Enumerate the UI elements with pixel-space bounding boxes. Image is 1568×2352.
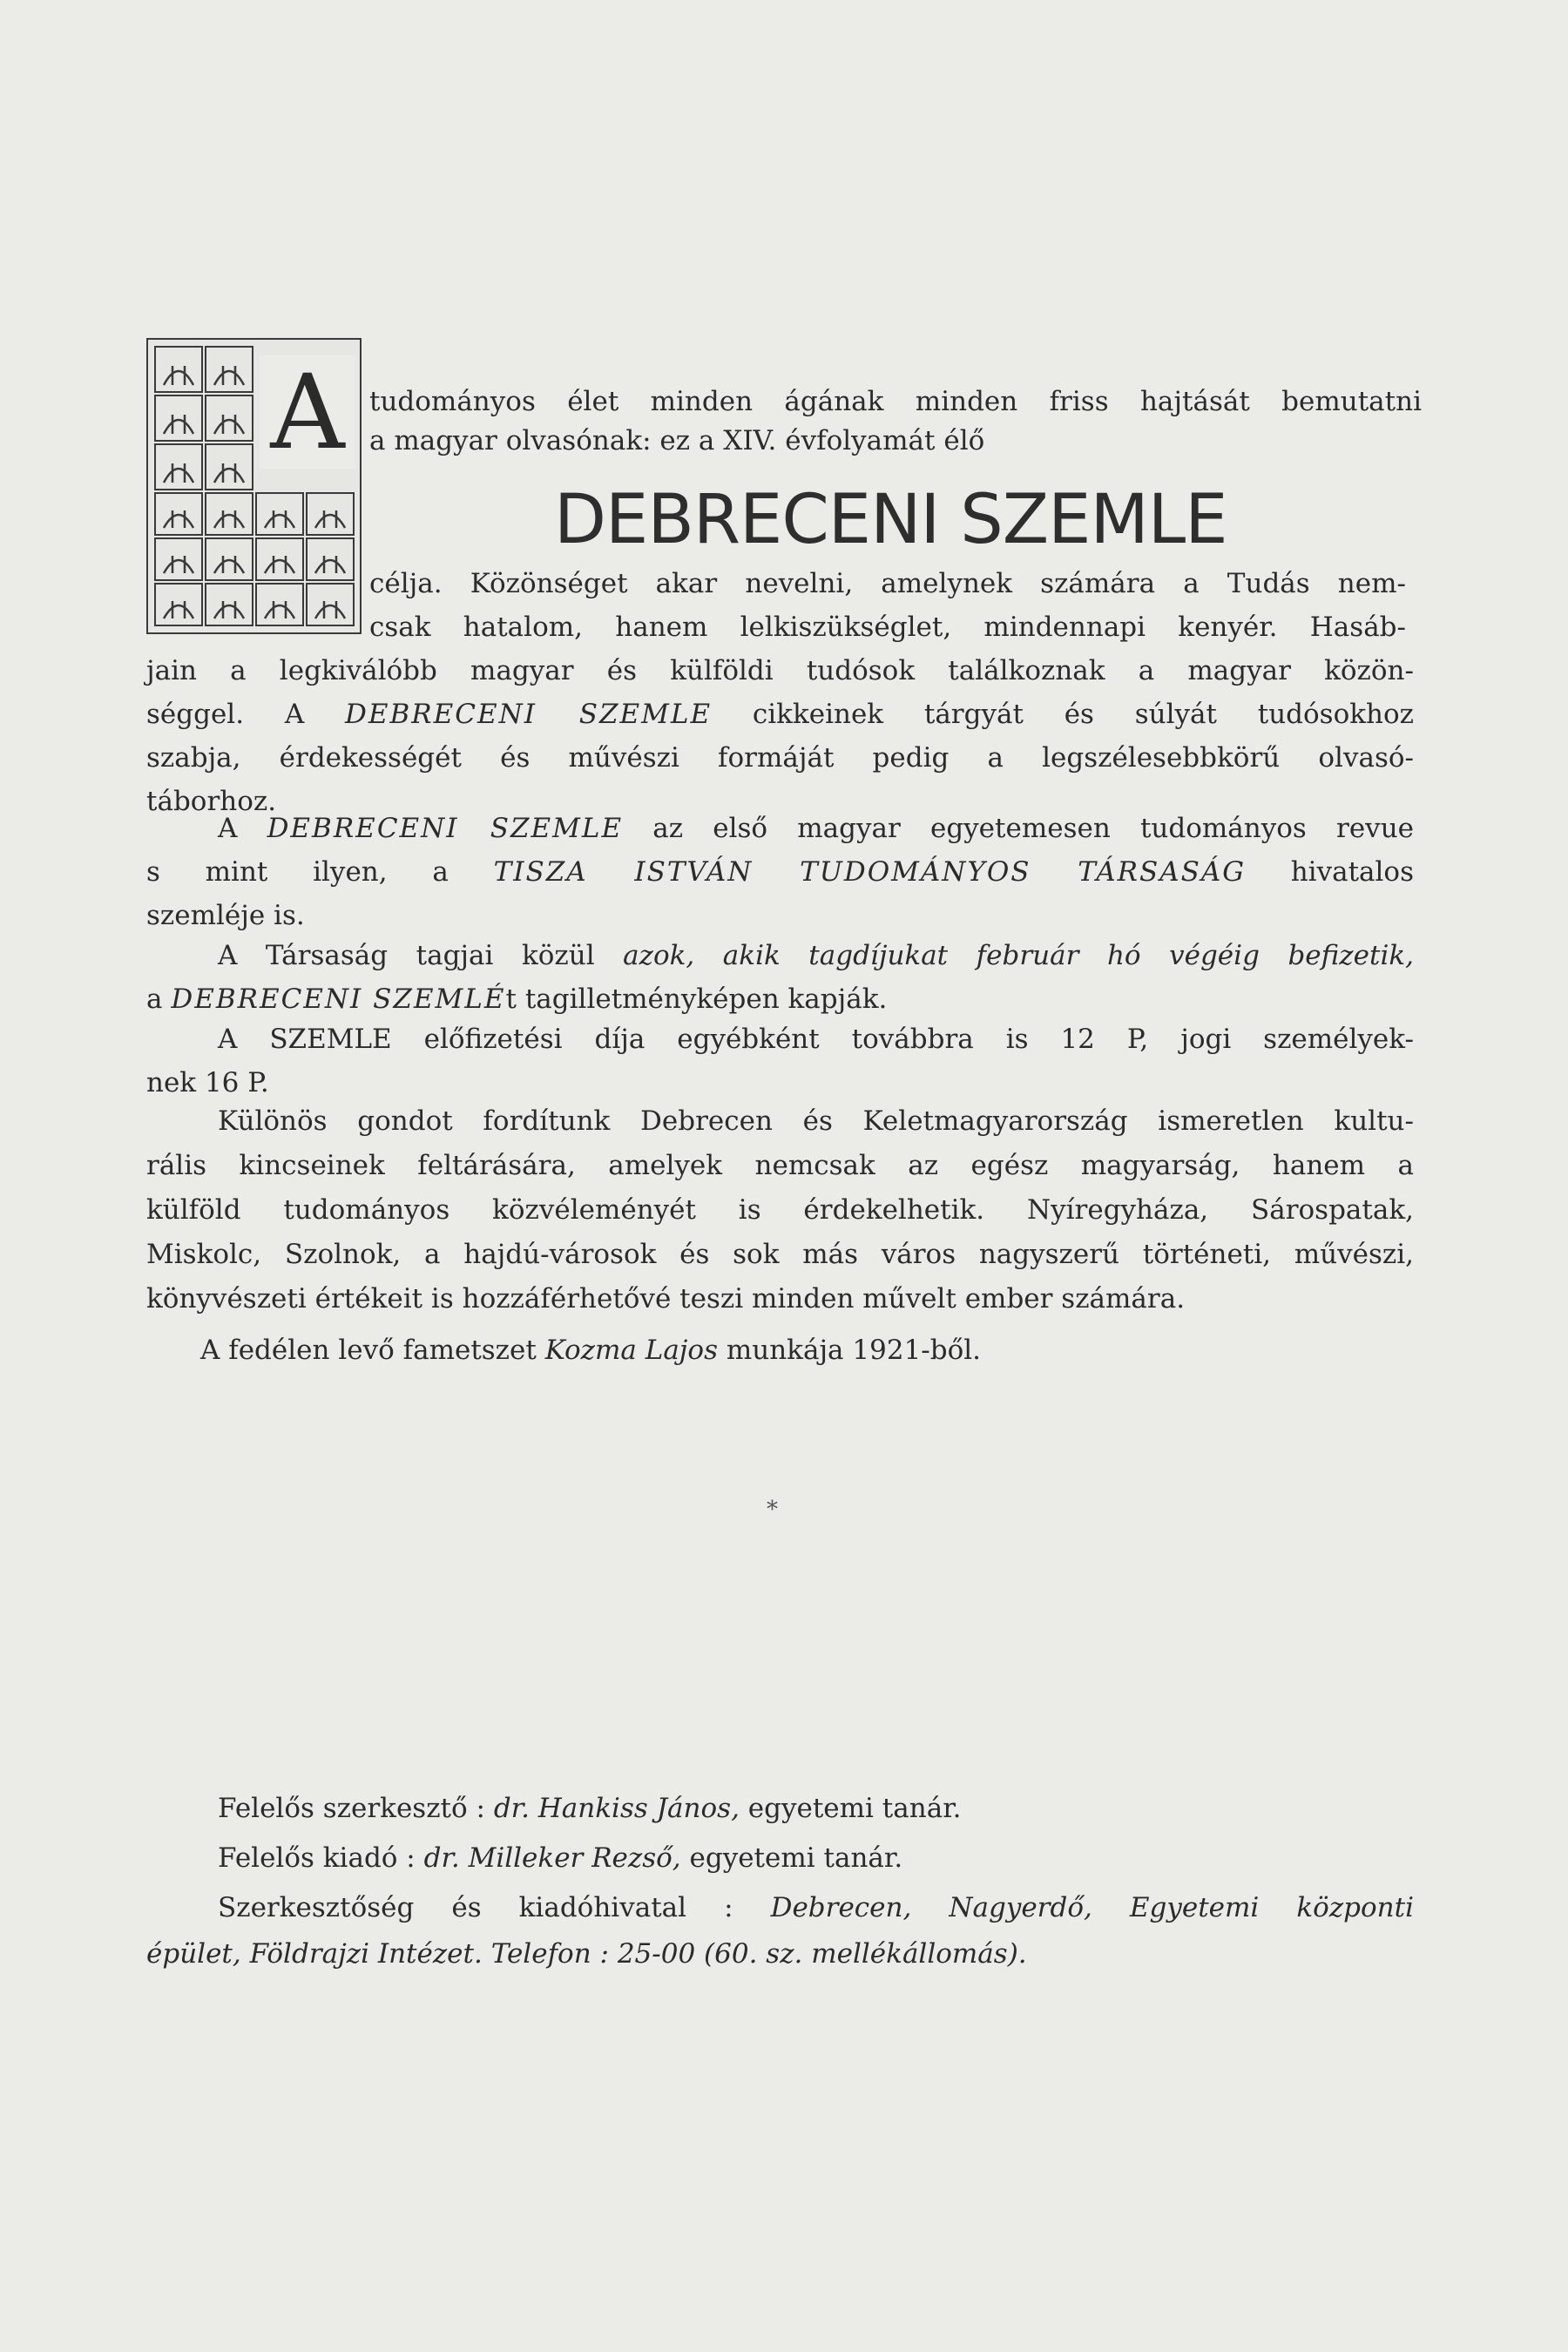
text-line: nek 16 P.: [146, 1067, 269, 1098]
paragraph-culture: [146, 1099, 1414, 1321]
office-line: Szerkesztőség és kiadóhivatal : Debrecen, Nagyerdő, Egyetemi központi: [218, 1892, 1414, 1923]
office-address-line: épület, Földrajzi Intézet. Telefon : 25-00 (60. sz. mellékállomás).: [146, 1938, 1027, 1970]
text-line: a DEBRECENI SZEMLÉt tagilletményképen kapják.: [146, 983, 888, 1015]
text-line: táborhoz.: [146, 786, 277, 817]
paragraph-members: [146, 934, 1414, 1021]
text-line: célja. Közönséget akar nevelni, amelynek számára a Tudás nem-: [369, 568, 1406, 599]
text-line: a magyar olvasónak: ez a XIV. évfolyamát élő: [369, 425, 985, 456]
imprint: [146, 1784, 1414, 1975]
text-line: könyvészeti értékeit is hozzáférhetővé teszi minden művelt ember számára.: [146, 1283, 1186, 1315]
text-line: rális kincseinek feltárására, amelyek nemcsak az egész magyarság, hanem a: [146, 1150, 1414, 1181]
text-line: Miskolc, Szolnok, a hajdú-városok és sok más város nagyszerű történeti, művészi,: [146, 1239, 1414, 1270]
journal-name: DEBRECENI SZEMLE: [345, 699, 713, 730]
text-line: jain a legkiválóbb magyar és külföldi tudósok találkoznak a magyar közön-: [146, 655, 1414, 686]
intro-right-lines: [369, 562, 1406, 649]
text-line: A DEBRECENI SZEMLE az első magyar egyetemesen tudományos revue: [218, 813, 1415, 844]
journal-name: DEBRECENI SZEMLÉ: [171, 983, 506, 1015]
text-line: Különös gondot fordítunk Debrecen és Keletmagyarország ismeretlen kultu-: [218, 1105, 1414, 1137]
society-name: TISZA ISTVÁN TUDOMÁNYOS TÁRSASÁG: [493, 856, 1246, 888]
text-line: s mint ilyen, a TISZA ISTVÁN TUDOMÁNYOS TÁRSASÁG hivatalos: [146, 856, 1415, 888]
initial-lines: [369, 380, 1422, 463]
intro-paragraph: [146, 649, 1414, 823]
publisher-line: Felelős kiadó : dr. Milleker Rezső, egyetemi tanár.: [218, 1842, 903, 1874]
artist-name: Kozma Lajos: [544, 1335, 718, 1366]
text-line: szabja, érdekességét és művészi formáját pedig a legszélesebbkörű olvasó-: [146, 742, 1414, 774]
separator-asterisk: *: [767, 1497, 778, 1523]
text-line: szemléje is.: [146, 900, 305, 931]
decorative-initial: [146, 338, 362, 634]
text-line: A SZEMLE előfizetési díja egyébként továbbra is 12 P, jogi személyek-: [218, 1024, 1414, 1055]
paragraph-subscription: [146, 1017, 1414, 1105]
text-line: A fedélen levő fametszet Kozma Lajos munkája 1921-ből.: [200, 1335, 982, 1366]
text-line: A Társaság tagjai közül azok, akik tagdíjukat február hó végéig befizetik,: [218, 940, 1414, 971]
text-line: séggel. A DEBRECENI SZEMLE cikkeinek tárgyát és súlyát tudósokhoz: [146, 699, 1414, 730]
journal-title: DEBRECENI SZEMLE: [554, 481, 1227, 559]
text-line: külföld tudományos közvéleményét is érdekelhetik. Nyíregyháza, Sárospatak,: [146, 1194, 1414, 1226]
cover-note: [200, 1328, 1246, 1373]
journal-name: DEBRECENI SZEMLE: [267, 813, 624, 844]
paragraph-revue: [146, 807, 1414, 937]
editor-line: Felelős szerkesztő : dr. Hankiss János, egyetemi tanár.: [218, 1793, 962, 1824]
drop-cap-letter: A: [260, 355, 355, 469]
text-line: tudományos élet minden ágának minden friss hajtását bemutatni: [369, 386, 1422, 417]
text-line: csak hatalom, hanem lelkiszükséglet, mindennapi kenyér. Hasáb-: [369, 612, 1406, 643]
